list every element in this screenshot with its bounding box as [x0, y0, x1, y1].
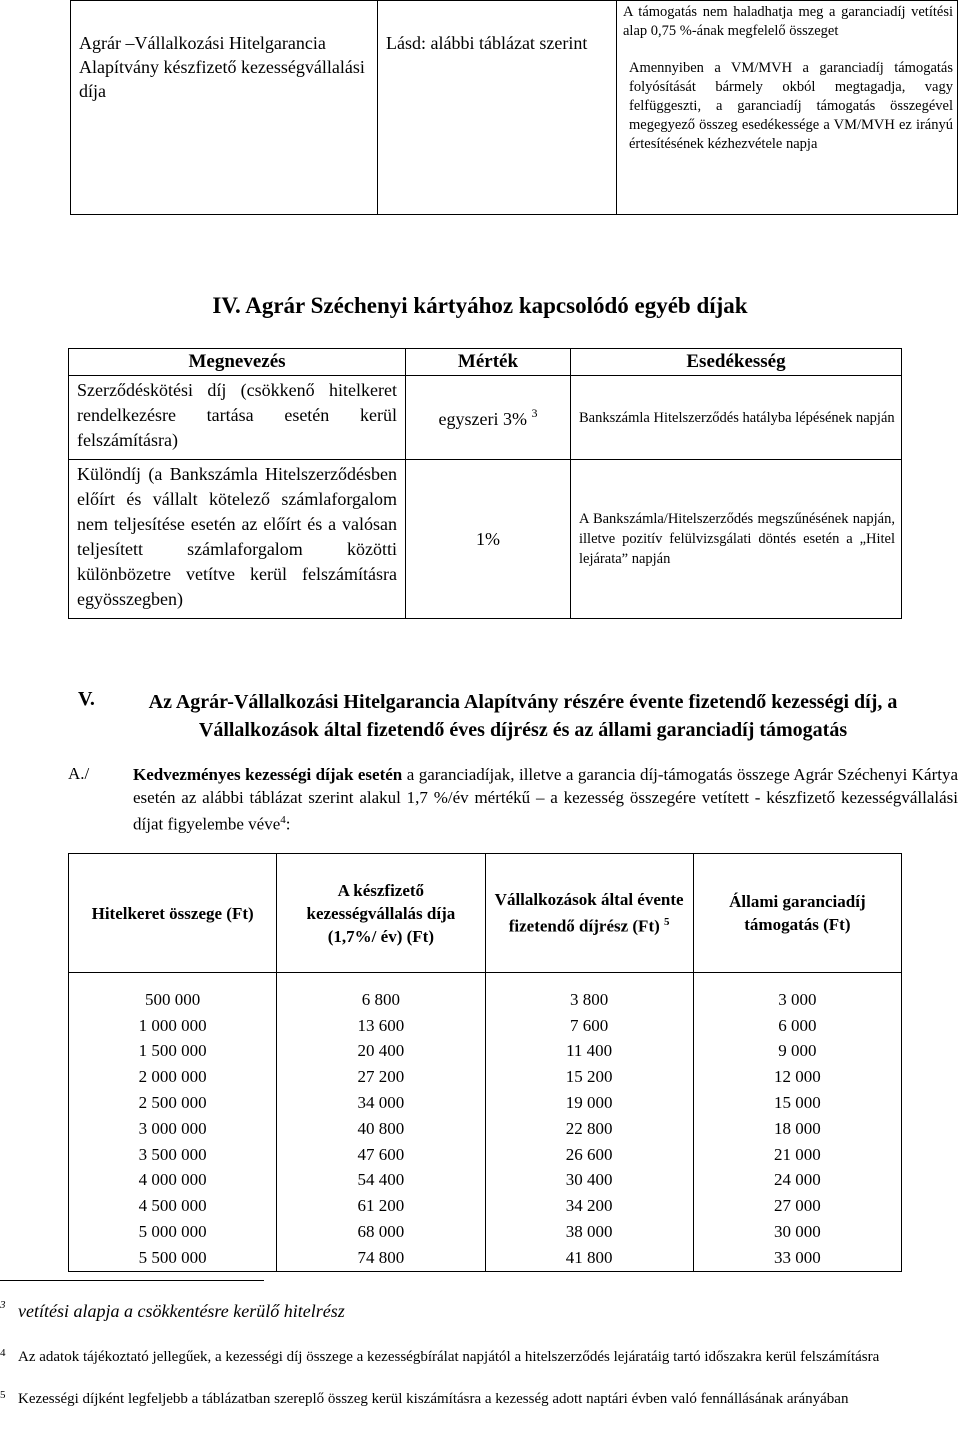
table-cell: 68 000	[277, 1219, 485, 1245]
table-row	[69, 1168, 902, 1194]
footnote-3	[0, 1296, 960, 1319]
section-v-number: V.	[78, 688, 95, 710]
table-cell: 5 500 000	[69, 1245, 277, 1271]
footnote-number: 4	[0, 1347, 6, 1359]
subsection-a-text: a garanciadíjak, illetve a garancia díj-támogatás összege Agrár Széchenyi Kártya esetén az alábbi táblázat szerint alakul 1,7 %/év mértékű – a kezesség összegére vetített - készfizető kezességvállalási díjat figyelembe véve	[133, 765, 958, 834]
table-cell: 24 000	[693, 1168, 901, 1194]
footnote-text: Kezességi díjként legfeljebb a táblázatban szereplő összeg kerül kiszámításra a kezesség adott naptári évben való fennállásának arányában	[18, 1391, 849, 1407]
table-row	[69, 1219, 902, 1245]
table-cell: 22 800	[485, 1116, 693, 1142]
fee-name-cell: Agrár –Vállalkozási Hitelgarancia Alapítvány készfizető kezességvállalási díja	[71, 1, 378, 215]
table-cell: 2 500 000	[69, 1090, 277, 1116]
fee-due: Bankszámla Hitelszerződés hatályba lépésének napján	[571, 376, 902, 460]
footnote-separator	[0, 1280, 264, 1281]
table-cell: 61 200	[277, 1193, 485, 1219]
table-row	[69, 1090, 902, 1116]
table-cell: 34 000	[277, 1090, 485, 1116]
table-header-row	[69, 854, 902, 973]
table-cell: 74 800	[277, 1245, 485, 1271]
footnote-text: Az adatok tájékoztató jellegűek, a kezességi díj összege a kezességbírálat napjától a hitelszerződés lejáratáig tartó időszakra kerül felszámításra	[18, 1349, 880, 1365]
footnote-number: 3	[0, 1299, 6, 1311]
table-cell: 3 500 000	[69, 1142, 277, 1168]
table-cell: 38 000	[485, 1219, 693, 1245]
subsection-a-end: :	[285, 814, 291, 834]
table-cell: 12 000	[693, 1064, 901, 1090]
section-v-heading: Az Agrár-Vállalkozási Hitelgarancia Alapítvány részére évente fizetendő kezességi díj, a Vállalkozások által fizetendő éves díjrész és az állami garanciadíj támogatás	[148, 691, 898, 741]
table-row	[69, 1245, 902, 1271]
fee-rate-value: 1%	[476, 528, 500, 549]
table-row	[69, 1013, 902, 1039]
table-cell: 9 000	[693, 1039, 901, 1065]
fee-amount-cell: Lásd: alábbi táblázat szerint	[378, 1, 617, 215]
table-cell: 15 200	[485, 1064, 693, 1090]
table-row	[69, 376, 902, 460]
footnote-ref: 4	[280, 814, 286, 826]
subsection-a-label: A./	[68, 764, 90, 783]
fee-name: Szerződéskötési díj (csökkenő hitelkeret rendelkezésre tartása esetén kerül felszámításra)	[69, 376, 406, 460]
footnote-4	[0, 1344, 960, 1368]
column-header-credit-line: Hitelkeret összege (Ft)	[69, 854, 277, 973]
fee-due: A Bankszámla/Hitelszerződés megszűnésének napján, illetve pozitív felülvizsgálati döntés esetén a „Hitel lejárata” napján	[571, 460, 902, 619]
subsection-a-bold: Kedvezményes kezességi díjak esetén	[133, 765, 403, 784]
footnote-text: vetítési alapja a csökkentésre kerülő hitelrész	[18, 1301, 345, 1321]
table-cell: 7 600	[485, 1013, 693, 1039]
table-cell: 5 000 000	[69, 1219, 277, 1245]
fee-due-cell	[617, 1, 958, 215]
footnote-5	[0, 1386, 960, 1410]
fee-rate	[406, 460, 571, 619]
column-header-state-support: Állami garanciadíj támogatás (Ft)	[693, 854, 901, 973]
table-row	[69, 1064, 902, 1090]
fee-rate	[406, 376, 571, 460]
table-row	[69, 1039, 902, 1065]
table-cell: 34 200	[485, 1193, 693, 1219]
table-cell: 18 000	[693, 1116, 901, 1142]
table-cell: 1 500 000	[69, 1039, 277, 1065]
table-header-row	[69, 349, 902, 376]
column-header-name: Megnevezés	[69, 349, 406, 376]
support-limit-text: A támogatás nem haladhatja meg a garanciadíj vetítési alap 0,75 %-ának megfelelő összeget	[623, 4, 953, 39]
table-cell: 3 000	[693, 973, 901, 1013]
support-refusal-text: Amennyiben a VM/MVH a garanciadíj támogatás folyósítását bármely okból megtagadja, vagy felfüggeszti, a garanciadíj támogatás összegével megegyező összeg esedékessége a VM/MVH ez irányú értesítésének kézhezvétele napja	[629, 60, 953, 152]
table-cell: 27 000	[693, 1193, 901, 1219]
table-row	[71, 1, 958, 215]
column-header-due: Esedékesség	[571, 349, 902, 376]
column-header-rate: Mérték	[406, 349, 571, 376]
table-cell: 21 000	[693, 1142, 901, 1168]
guarantee-fee-table	[70, 0, 958, 215]
column-header-guarantee-fee: A készfizető kezességvállalás díja (1,7%/ év) (Ft)	[277, 854, 485, 973]
section-iv-heading: IV. Agrár Széchenyi kártyához kapcsolódó egyéb díjak	[212, 293, 748, 318]
table-cell: 54 400	[277, 1168, 485, 1194]
table-cell: 1 000 000	[69, 1013, 277, 1039]
other-fees-table	[68, 348, 902, 619]
table-row	[69, 973, 902, 1013]
guarantee-amounts-table	[68, 853, 902, 1272]
table-cell: 20 400	[277, 1039, 485, 1065]
table-cell: 47 600	[277, 1142, 485, 1168]
table-cell: 19 000	[485, 1090, 693, 1116]
footnote-number: 5	[0, 1389, 6, 1401]
fee-name: Különdíj (a Bankszámla Hitelszerződésben előírt és vállalt kötelező számlaforgalom nem teljesítése esetén az előírt és a valósan teljesített számlaforgalom közötti különbözetre vetítve kerül felszámításra egyösszegben)	[69, 460, 406, 619]
table-cell: 30 000	[693, 1219, 901, 1245]
table-row	[69, 1116, 902, 1142]
table-cell: 13 600	[277, 1013, 485, 1039]
table-cell: 6 800	[277, 973, 485, 1013]
table-cell: 27 200	[277, 1064, 485, 1090]
table-cell: 40 800	[277, 1116, 485, 1142]
fee-rate-value: egyszeri 3%	[438, 408, 527, 429]
table-cell: 3 800	[485, 973, 693, 1013]
table-cell: 15 000	[693, 1090, 901, 1116]
table-cell: 2 000 000	[69, 1064, 277, 1090]
table-cell: 11 400	[485, 1039, 693, 1065]
table-cell: 3 000 000	[69, 1116, 277, 1142]
table-cell: 30 400	[485, 1168, 693, 1194]
table-cell: 41 800	[485, 1245, 693, 1271]
table-cell: 26 600	[485, 1142, 693, 1168]
subsection-a-paragraph	[133, 764, 958, 836]
table-cell: 6 000	[693, 1013, 901, 1039]
table-cell: 500 000	[69, 973, 277, 1013]
table-cell: 33 000	[693, 1245, 901, 1271]
table-row	[69, 1193, 902, 1219]
table-cell: 4 000 000	[69, 1168, 277, 1194]
footnote-ref: 3	[531, 405, 538, 420]
column-header-company-share: Vállalkozások által évente fizetendő díjrész (Ft) $^5$	[485, 854, 693, 973]
table-row	[69, 460, 902, 619]
table-row	[69, 1142, 902, 1168]
table-cell: 4 500 000	[69, 1193, 277, 1219]
